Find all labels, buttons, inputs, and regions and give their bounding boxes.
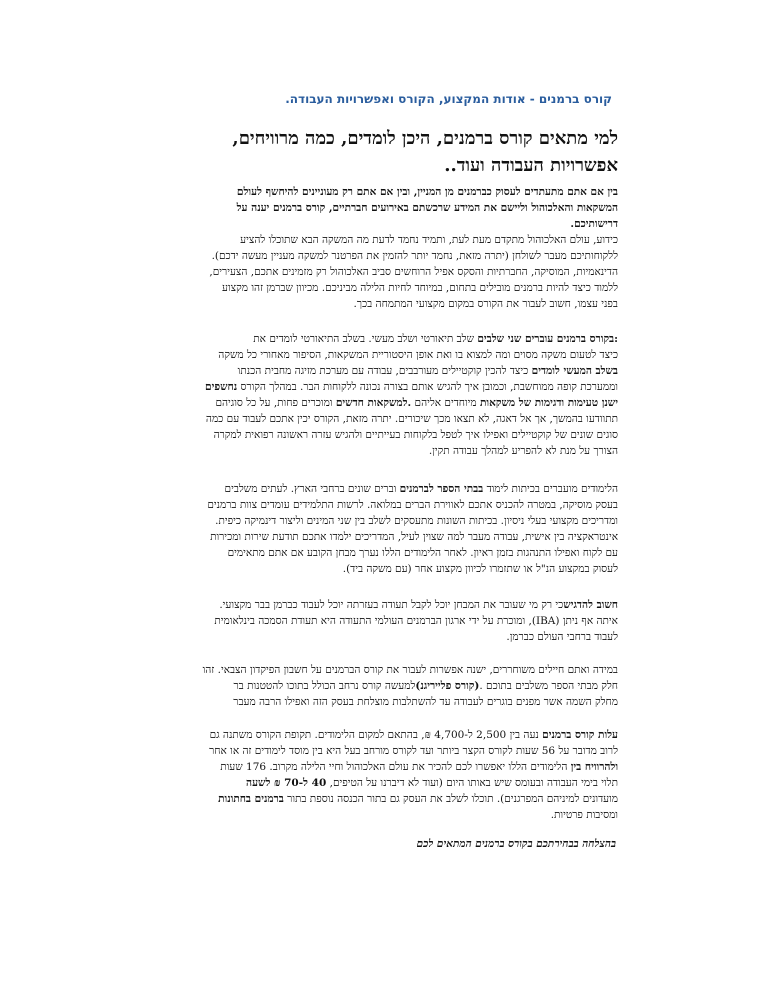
- stages-line-4-bold: נחשפים: [205, 381, 238, 393]
- stages-line-8: הצורך על מנת לא להפריע למהלך עבודה תקין.: [428, 445, 618, 457]
- paragraph-certificate: [98, 597, 618, 645]
- intro-line-6: הדינאמיות, המוסיקה, החברתיות והסקס אפיל הרוחשים סביב האלכוהול רק מזמינים אתכם, הצעירים,: [209, 266, 618, 278]
- stages-line-1-bold: :בקורס ברמנים עוברים שני שלבים: [477, 333, 618, 345]
- cost-line-3-bold: ולהרוויח בין: [570, 761, 618, 773]
- soldiers-line-1: במידה ואתם חיילים משוחררים, ישנה אפשרות לעבור את קורס הברמנים על חשבון הפיקדון הצבאי. זהו: [202, 664, 618, 676]
- stages-line-4-text: וממערכת קופה ממוחשבת, וכמובן איך להגיש אותם בצורה נכונה ללקוחות הבר. במהלך הקורס: [240, 381, 618, 393]
- intro-line-4: כידוע, עולם האלכוהול מתקדם מעת לעת, ותמיד נחמד לדעת מה המשקה הבא שתוכלו להציע: [240, 234, 618, 246]
- stages-line-5-bold-2: .למשקאות חדשים: [335, 397, 412, 409]
- stages-line-3-bold: בשלב המעשי לומדים: [531, 365, 618, 377]
- soldiers-line-2-rest: למעשה קורס נרחב הכולל בתוכו להטטנות בר: [233, 680, 416, 692]
- paragraph-intro: [98, 184, 618, 312]
- title-line-2: אפשרויות העבודה ועוד..: [444, 155, 618, 176]
- stages-line-1-text: שלב תיאורטי ושלב מעשי. בשלב התיאורטי לומדים את: [253, 333, 475, 345]
- stages-line-5-text-2: ומוכרים פחות, על כל סוגיהם: [215, 397, 333, 409]
- schools-line-1-text: הלימודים מועברים בכיתות לימוד: [486, 483, 618, 495]
- paragraph-soldiers: [98, 662, 618, 710]
- cost-line-6: ומסיבות פרטיות.: [550, 809, 618, 821]
- cost-line-4-text: תלוי בימי העבודה ובעומס שיש באותו היום (ועוד לא דיברנו על הטיפים: [332, 777, 618, 789]
- intro-line-8: בפני עצמו, חשוב לעבור את הקורס במקום מקצועי המתמחה בכך.: [353, 298, 618, 310]
- soldiers-line-2-text: חלק מבתי הספר משלבים בתוכם .: [479, 680, 618, 692]
- intro-bold-line-3: דרישותיכם.: [570, 218, 618, 230]
- paragraph-cost: עלות קורס ברמנים נעה בין 2,500 ל-4,700 ₪, בהתאם למקום הלימודים. תקופת הקורס משתנה גם לרוב מדובר על 56 שעות לקורס הקצר ביותר ועד לקורס מורחב בעל היא בין מוסד לימודים זה או אחר ולהרוויח בין הלימודים הללו יאפשרו לכם להכיר את עולם האלכוהול וחיי הלילה מקרוב. 176 שעות תלוי בימי העבודה ובעומס שיש באותו היום (ועוד לא דיברנו על הטיפים, 40 ל-70 ₪ לשעה מועדונים למיניהם המפרגנים). תוכלו לשלב את העסק גם בתור הכנסה נוספת בתור ברמנים בחתונות ומסיבות פרטיות.: [98, 727, 618, 823]
- certificate-line-3: לעבוד ברחבי העולם כברמן.: [506, 631, 618, 643]
- cost-line-1-bold: עלות קורס ברמנים: [542, 729, 618, 741]
- intro-bold-line-1: בין אם אתם מתעתדים לעסוק כברמנים מן המניין, ובין אם אתם רק מעוניינים להיחשף לעולם: [236, 186, 618, 198]
- intro-line-7: ללמוד כיצד להיות ברמנים מובילים בתחום, במיוחד לחיות הלילה מביניכם. מכיוון שברמן זהו מקצוע: [222, 282, 618, 294]
- cost-line-3-text: הלימודים הללו יאפשרו לכם להכיר את עולם האלכוהול וחיי הלילה מקרוב. 176 שעות: [220, 761, 568, 773]
- paragraph-stages: [98, 331, 618, 459]
- stages-line-3-text: כיצד להכין קוקטיילים מעורבבים, עבודה עם מערכת מזיגה מחבית הכנתו: [237, 365, 529, 377]
- cost-line-4-bold: 40 ל-70 ₪ לשעה: [246, 777, 327, 789]
- intro-bold-line-2: המשקאות והאלכוהול וליישם את המידע שרכשתם באירועים חברתיים, קורס ברמנים יענה על: [236, 202, 618, 214]
- schools-line-3: ומדריכים מקצועי בעלי ניסיון. בכיתות השונות מתעסקים לשלב בין שני המינים וליצור דינמיקה כיפית.: [215, 515, 618, 527]
- paragraph-schools: [98, 481, 618, 577]
- stages-line-5-bold-1: ישנן טעימות ודגימות של משקאות: [480, 397, 618, 409]
- soldiers-line-2-bold: (קורס פלייריגנ): [415, 680, 480, 692]
- cost-line-5-bold: ברמנים בחתונות: [218, 793, 284, 805]
- schools-line-1-rest: וברים שונים ברחבי הארץ. לעתים משלבים: [224, 483, 397, 495]
- certificate-line-2: איתה אף ניתן (IBA), ומוכרת על ידי ארגון הברמנים העולמי התעודה היא תעודת הסמכה בינלאומית: [214, 615, 618, 627]
- title-line-1: למי מתאים קורס ברמנים, היכן לומדים, כמה מרוויחים,: [232, 128, 618, 149]
- cost-line-2: לרוב מדובר על 56 שעות לקורס הקצר ביותר ועד לקורס מורחב בעל היא בין מוסד לימודים זה או אחר: [209, 745, 618, 757]
- certificate-line-1-bold: חשוב להדגיש: [563, 599, 618, 611]
- document-title: [98, 125, 618, 179]
- certificate-line-1-text: כי רק מי שעובר את המבחן יוכל לקבל תעודה בעזרתה יוכל לעבוד כברמן בבר מקצועי.: [219, 599, 564, 611]
- schools-line-1-bold: בבתי הספר לברמנים: [399, 483, 484, 495]
- schools-line-2: בעסק מוסיקה, במטרה להכניס אתכם לאווירת הברים במלואה. לרשות התלמידים עומדים צוות ברמנים: [207, 499, 618, 511]
- schools-line-4: אינטראקציה בין אישית, עבודה מעבר למה שצוין לעיל, המדריכים ילמדו אתכם תודעת שירות ומכירות: [210, 531, 618, 543]
- cost-line-1-text: נעה בין 2,500 ל-4,700 ₪, בהתאם למקום הלימודים. תקופת הקורס משתנה גם: [209, 729, 539, 741]
- stages-line-6: תתוודעו בהמשך, אך אל דאגה, לא תצאו מכך שיכורים. יתרה מזאת, הקורס יכין אתכם לעבוד עם כמה: [205, 413, 618, 425]
- stages-line-5-text-1: מיוחדים אליהם: [414, 397, 477, 409]
- soldiers-line-3: מחלק השמה אשר מפנים בוגרים לעבודה עד להשתלבות מוצלחת בעסק הזה ואפילו הרבה מעבר: [233, 696, 618, 708]
- stages-line-7: סוגים שונים של קוקטיילים ואפילו איך לטפל בלקוחות בעייתיים ולהגיש עזרה ראשונה רפואית למקרה: [213, 429, 618, 441]
- document-header: קורס ברמנים - אודות המקצוע, הקורס ואפשרויות העבודה.: [285, 92, 612, 106]
- closing-line: בהצלחה בבחירתכם בקורס ברמנים המתאים לכם: [416, 838, 616, 850]
- cost-line-5-text: מועדונים למיניהם המפרגנים). תוכלו לשלב את העסק גם בתור הכנסה נוספת בתור: [287, 793, 618, 805]
- schools-line-5: עם לקוח ואפילו התנהגות בזמן ראיון. לאחר הלימודים הללו נערך מבחן הקובע אם אתם מתאימים: [227, 547, 618, 559]
- schools-line-6: לעסוק במקצוע הנ"ל או שתזמרו לכיוון מקצוע אחר (עם משקה ביד).: [342, 563, 618, 575]
- intro-line-5: ללקוחותיכם מעבר לשולחן (יתרה מזאת, נחמד יותר להזמין את הפרטנר למשקה מעניין מעשה ידכם).: [211, 250, 618, 262]
- stages-line-2: כיצד לטעום משקה מסוים ומה למצוא בו ואת אופן היסטוריית המשקאות, הסיפור מאחורי כל משקה: [218, 349, 618, 361]
